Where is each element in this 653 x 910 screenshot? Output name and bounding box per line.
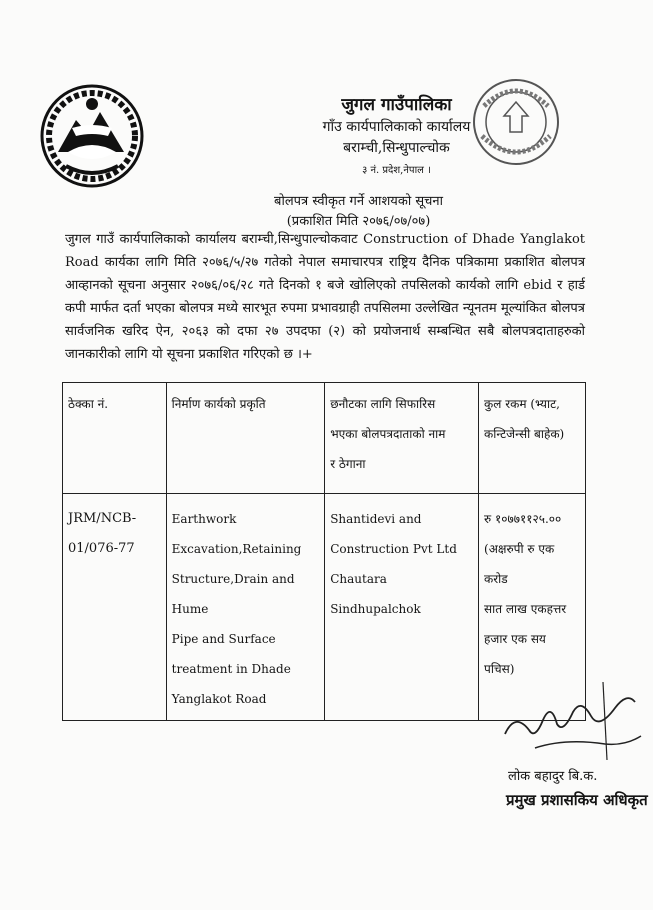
officer-designation: प्रमुख प्रशासकिय अधिकृत [506,791,648,809]
table-header-row [63,383,586,494]
cell-bidder: Shantidevi and Construction Pvt Ltd Chautara Sindhupalchok [325,494,479,721]
cell-amount: रु १०७७११२५.०० (अक्षरुपी रु एक करोड सात लाख एकहत्तर हजार एक सय पचिस) [479,494,586,721]
municipality-name: जुगल गाउँपालिका [341,95,452,115]
publish-date: (प्रकाशित मिति २०७६/०७/०७) [286,214,431,229]
notice-body-text: जुगल गाउँ कार्यपालिकाको कार्यालय बराम्ची,सिन्धुपाल्चोकवाट Construction of Dhade Yanglakot Road कार्यका लागि मिति २०७६/५/२७ गतेको नेपाल समाचारपत्र राष्ट्रिय दैनिक पत्रिकामा प्रकाशित बोलपत्र आव्हानको सूचना अनुसार २०७६/०६/२८ गते दिनको १ बजे खोलिएको तपसिलको कार्यको लागि ebid र हार्ड कपी मार्फत दर्ता भएका बोलपत्र मध्ये सारभूत रुपमा प्रभावग्राही तपसिलमा उल्लेखित न्यूनतम मूल्यांकित बोलपत्र सार्वजनिक खरिद ऐन, २०६३ को दफा २७ उपदफा (२) को प्रयोजनार्थ सम्बन्धित सबै बोलपत्रदाताहरुको जानकारीको लागि यो सूचना प्रकाशित गरिएको छ ।+ [65,232,585,362]
office-location: बराम्ची,सिन्धुपाल्चोक [343,140,450,156]
header-work-nature: निर्माण कार्यको प्रकृति [166,383,325,494]
award-table [62,382,586,721]
signature-icon [495,672,645,762]
office-name: गाँउ कार्यपालिकाको कार्यालय [322,119,471,135]
officer-name: लोक बहादुर बि.क. [508,769,598,784]
province-line: ३ नं. प्रदेश,नेपाल । [362,165,431,176]
notice-body [65,228,585,366]
notice-title: बोलपत्र स्वीकृत गर्ने आशयको सूचना [274,194,443,209]
header-contract-no: ठेक्का नं. [63,383,167,494]
header-amount: कुल रकम (भ्याट, कन्टिजेन्सी बाहेक) [479,383,586,494]
cell-work: Earthwork Excavation,Retaining Structure,Drain and Hume Pipe and Surface treatment in Dhade Yanglakot Road [166,494,325,721]
cell-contract-no: JRM/NCB- 01/076-77 [63,494,167,721]
header-bidder: छनौटका लागि सिफारिस भएका बोलपत्रदाताको नाम र ठेगाना [325,383,479,494]
